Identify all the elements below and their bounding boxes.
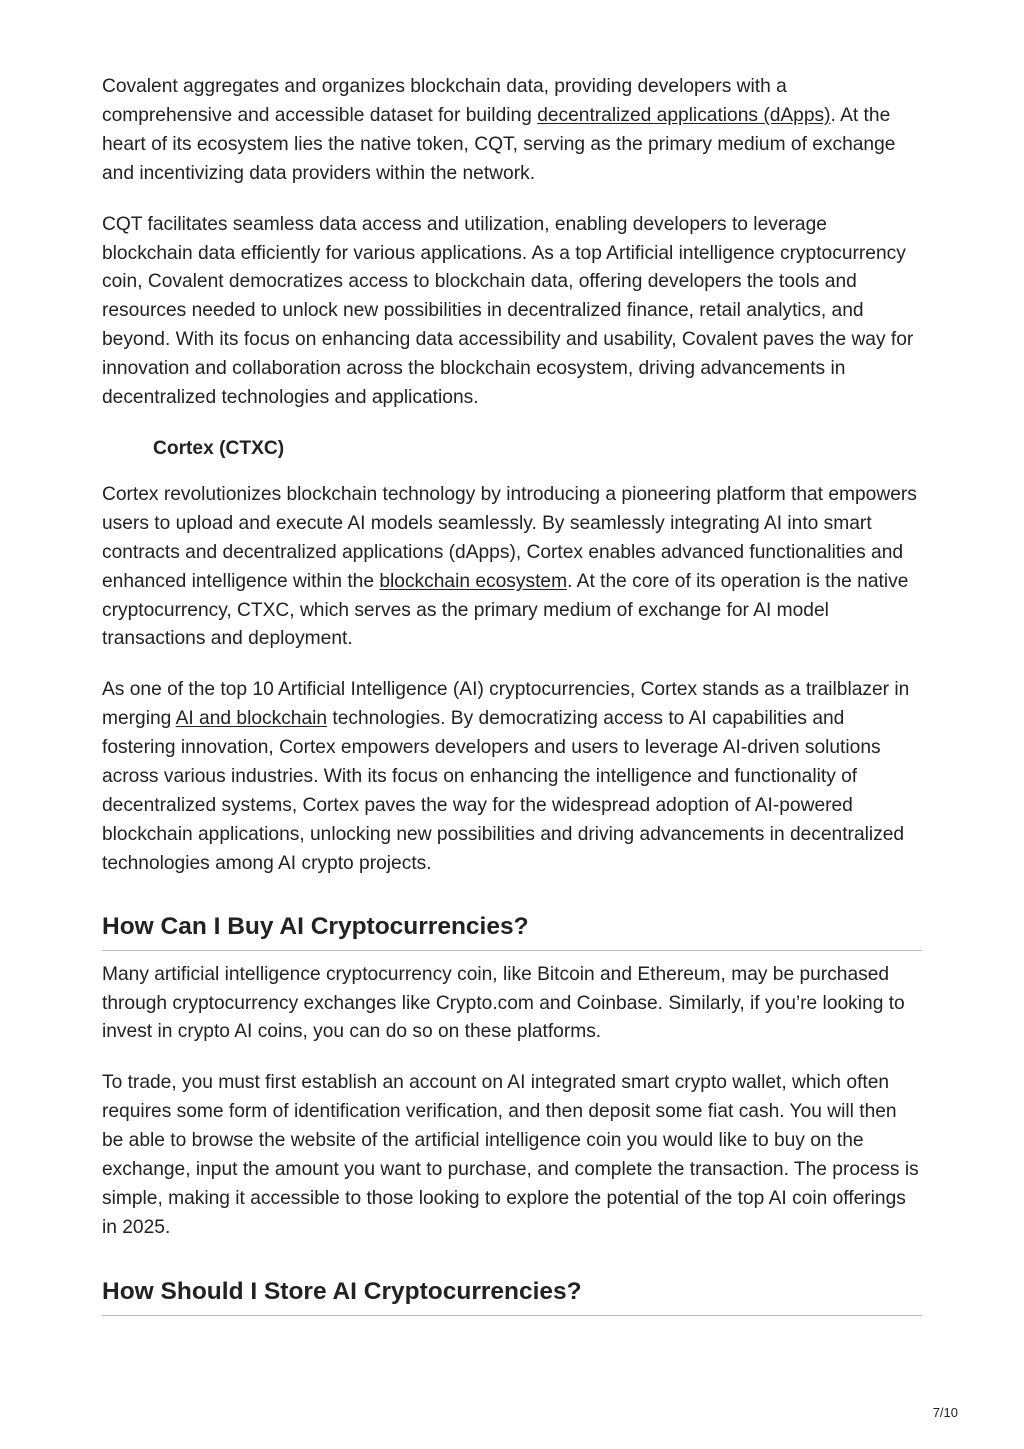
paragraph-buy-trade: To trade, you must first establish an account on AI integrated smart crypto wallet, which often requires some form of identification verification, and then deposit some fiat cash. You will then be able to browse the website of the artificial intelligence coin you would like to buy on the exchange, input the amount you want to purchase, and complete the transaction. The process is simple, making it accessible to those looking to explore the potential of the top AI coin offerings in 2025.	[102, 1072, 919, 1238]
paragraph-text: As one of the top 10 Artificial Intelligence (AI) cryptocurrencies, Cortex stands as a trailblazer in merging	[102, 679, 910, 730]
paragraph-buy-exchanges: Many artificial intelligence cryptocurrency coin, like Bitcoin and Ethereum, may be purchased through cryptocurrency exchanges like Crypto.com and Coinbase. Similarly, if you’re looking to invest in crypto AI coins, you can do so on these platforms.	[102, 963, 905, 1043]
link-blockchain-ecosystem[interactable]: blockchain ecosystem	[379, 570, 568, 592]
paragraph-text: technologies. By democratizing access to AI capabilities and fostering innovation, Cortex empowers developers and users to leverage AI-driven solutions across various industries. With its focus on enhancing the intelligence and functionality of decentralized systems, Cortex paves the way for the widespread adoption of AI-powered blockchain applications, unlocking new possibilities and driving advancements in decentralized technologies among AI crypto projects.	[102, 708, 905, 874]
paragraph-text: . At the heart of its ecosystem lies the native token, CQT, serving as the primary medium of exchange and incentivizing data providers within the network.	[102, 104, 896, 184]
paragraph-cortex-intro	[102, 481, 922, 654]
subheading-cortex: Cortex (CTXC)	[153, 437, 285, 459]
link-decentralized-applications[interactable]: decentralized applications (dApps)	[537, 104, 831, 126]
paragraph-text: . At the core of its operation is the native cryptocurrency, CTXC, which serves as the primary medium of exchange for AI model transactions and deployment.	[102, 570, 909, 650]
paragraph-text: Covalent aggregates and organizes blockchain data, providing developers with a comprehensive and accessible dataset for building	[102, 76, 787, 126]
link-ai-and-blockchain[interactable]: AI and blockchain	[175, 708, 328, 730]
heading-how-to-buy: How Can I Buy AI Cryptocurrencies?	[102, 910, 922, 951]
paragraph-covalent-intro	[102, 73, 922, 189]
paragraph-cortex-top10	[102, 676, 922, 878]
document-page	[102, 73, 922, 1316]
paragraph-text: Cortex revolutionizes blockchain technology by introducing a pioneering platform that empowers users to upload and execute AI models seamlessly. By seamlessly integrating AI into smart contracts and decentralized applications (dApps), Cortex enables advanced functionalities and enhanced intelligence within the	[102, 483, 917, 592]
paragraph-covalent-cqt: CQT facilitates seamless data access and utilization, enabling developers to leverage blockchain data efficiently for various applications. As a top Artificial intelligence cryptocurrency coin, Covalent democratizes access to blockchain data, offering developers the tools and resources needed to unlock new possibilities in decentralized finance, retail analytics, and beyond. With its focus on enhancing data accessibility and usability, Covalent paves the way for innovation and collaboration across the blockchain ecosystem, driving advancements in decentralized technologies and applications.	[102, 213, 914, 409]
page-number: 7/10	[932, 1405, 958, 1420]
heading-how-to-store: How Should I Store AI Cryptocurrencies?	[102, 1275, 922, 1316]
